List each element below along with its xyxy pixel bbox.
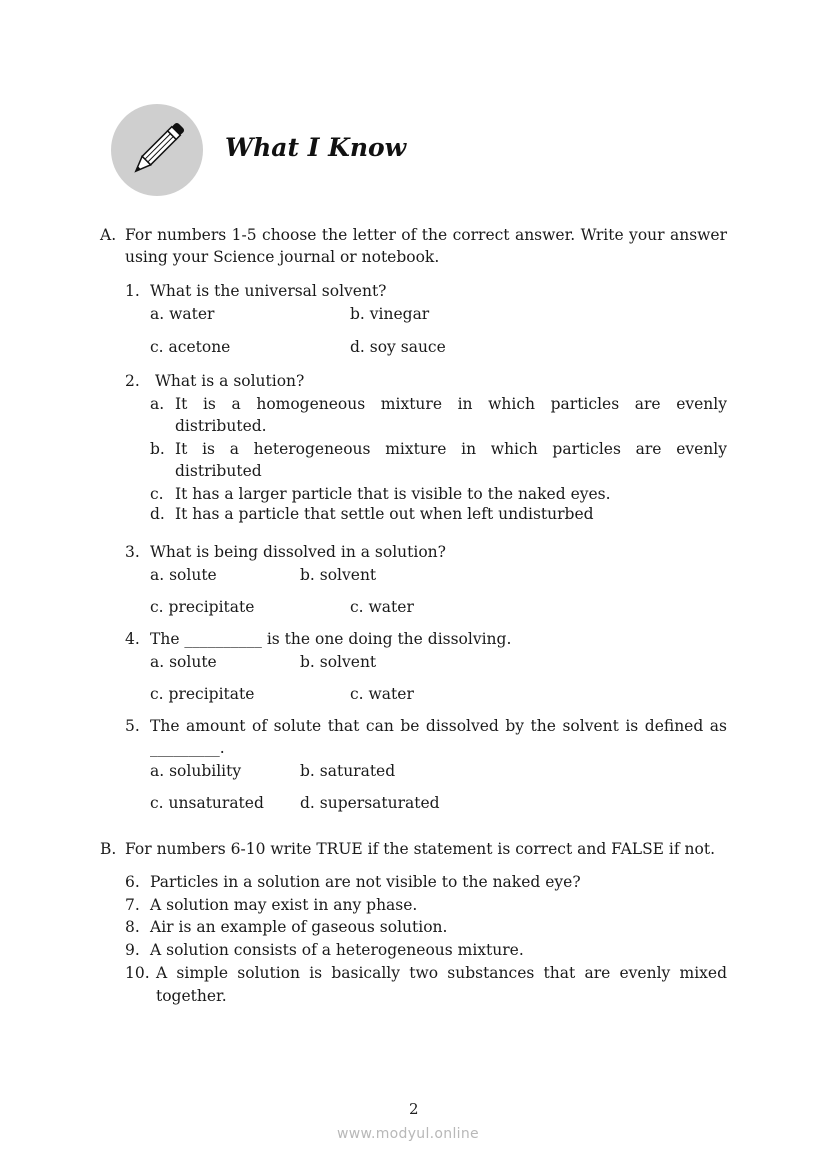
choice: d. supersaturated <box>300 794 440 812</box>
question-text-line1: The amount of solute that can be dissolved by the solvent is defined as <box>150 717 727 735</box>
choice: a. solubility <box>150 762 242 780</box>
item-text-line2: together. <box>156 987 227 1005</box>
choice: b. vinegar <box>350 305 430 323</box>
choice-text: It has a particle that settle out when left undisturbed <box>175 505 594 523</box>
question-number: 5. <box>125 717 140 735</box>
item-text: A solution consists of a heterogeneous mixture. <box>150 941 524 959</box>
question-number: 1. <box>125 282 140 300</box>
choice: d. soy sauce <box>350 338 446 356</box>
choice: a. solute <box>150 566 217 584</box>
question-number: 4. <box>125 630 140 648</box>
section-a-label: A. <box>100 226 117 244</box>
choice: c. unsaturated <box>150 794 264 812</box>
question-text: What is the universal solvent? <box>150 282 387 300</box>
choice-text-line1: It is a heterogeneous mixture in which particles are evenly <box>175 440 727 458</box>
question-text: What is being dissolved in a solution? <box>150 543 446 561</box>
section-b-label: B. <box>100 840 117 858</box>
item-text: A solution may exist in any phase. <box>150 896 418 914</box>
item-number: 9. <box>125 941 140 959</box>
choice-letter: a. <box>150 395 165 413</box>
section-b-instruction: For numbers 6-10 write TRUE if the statement is correct and FALSE if not. <box>125 840 716 858</box>
choice-text-line2: distributed <box>175 462 262 480</box>
question-text-line2: _________. <box>150 739 225 757</box>
choice: c. water <box>350 685 414 703</box>
choice: b. solvent <box>300 653 377 671</box>
choice: b. saturated <box>300 762 396 780</box>
item-number: 8. <box>125 918 140 936</box>
question-number: 2. <box>125 372 140 390</box>
choice: c. water <box>350 598 414 616</box>
pencil-icon-badge <box>111 104 203 196</box>
item-text: Air is an example of gaseous solution. <box>150 918 448 936</box>
question-number: 3. <box>125 543 140 561</box>
choice: b. solvent <box>300 566 377 584</box>
choice-text: It has a larger particle that is visible to the naked eyes. <box>175 485 611 503</box>
choice: a. water <box>150 305 215 323</box>
page-title: What I Know <box>225 133 407 162</box>
watermark: www.modyul.online <box>337 1126 479 1142</box>
choice-text-line1: It is a homogeneous mixture in which particles are evenly <box>175 395 727 413</box>
item-number: 10. <box>125 964 150 982</box>
section-a-instruction-line2: using your Science journal or notebook. <box>125 248 440 266</box>
choice: a. solute <box>150 653 217 671</box>
choice: c. acetone <box>150 338 231 356</box>
choice: c. precipitate <box>150 685 255 703</box>
question-text: The __________ is the one doing the dissolving. <box>150 630 512 648</box>
choice: c. precipitate <box>150 598 255 616</box>
question-text: What is a solution? <box>155 372 305 390</box>
pencil-icon <box>111 104 203 196</box>
item-text: Particles in a solution are not visible to the naked eye? <box>150 873 581 891</box>
page-number: 2 <box>409 1100 419 1118</box>
item-number: 7. <box>125 896 140 914</box>
item-text-line1: A simple solution is basically two substances that are evenly mixed <box>156 964 727 982</box>
section-a-instruction-line1: For numbers 1-5 choose the letter of the correct answer. Write your answer <box>125 226 727 244</box>
choice-letter: c. <box>150 485 164 503</box>
item-number: 6. <box>125 873 140 891</box>
choice-letter: b. <box>150 440 165 458</box>
choice-text-line2: distributed. <box>175 417 267 435</box>
choice-letter: d. <box>150 505 165 523</box>
